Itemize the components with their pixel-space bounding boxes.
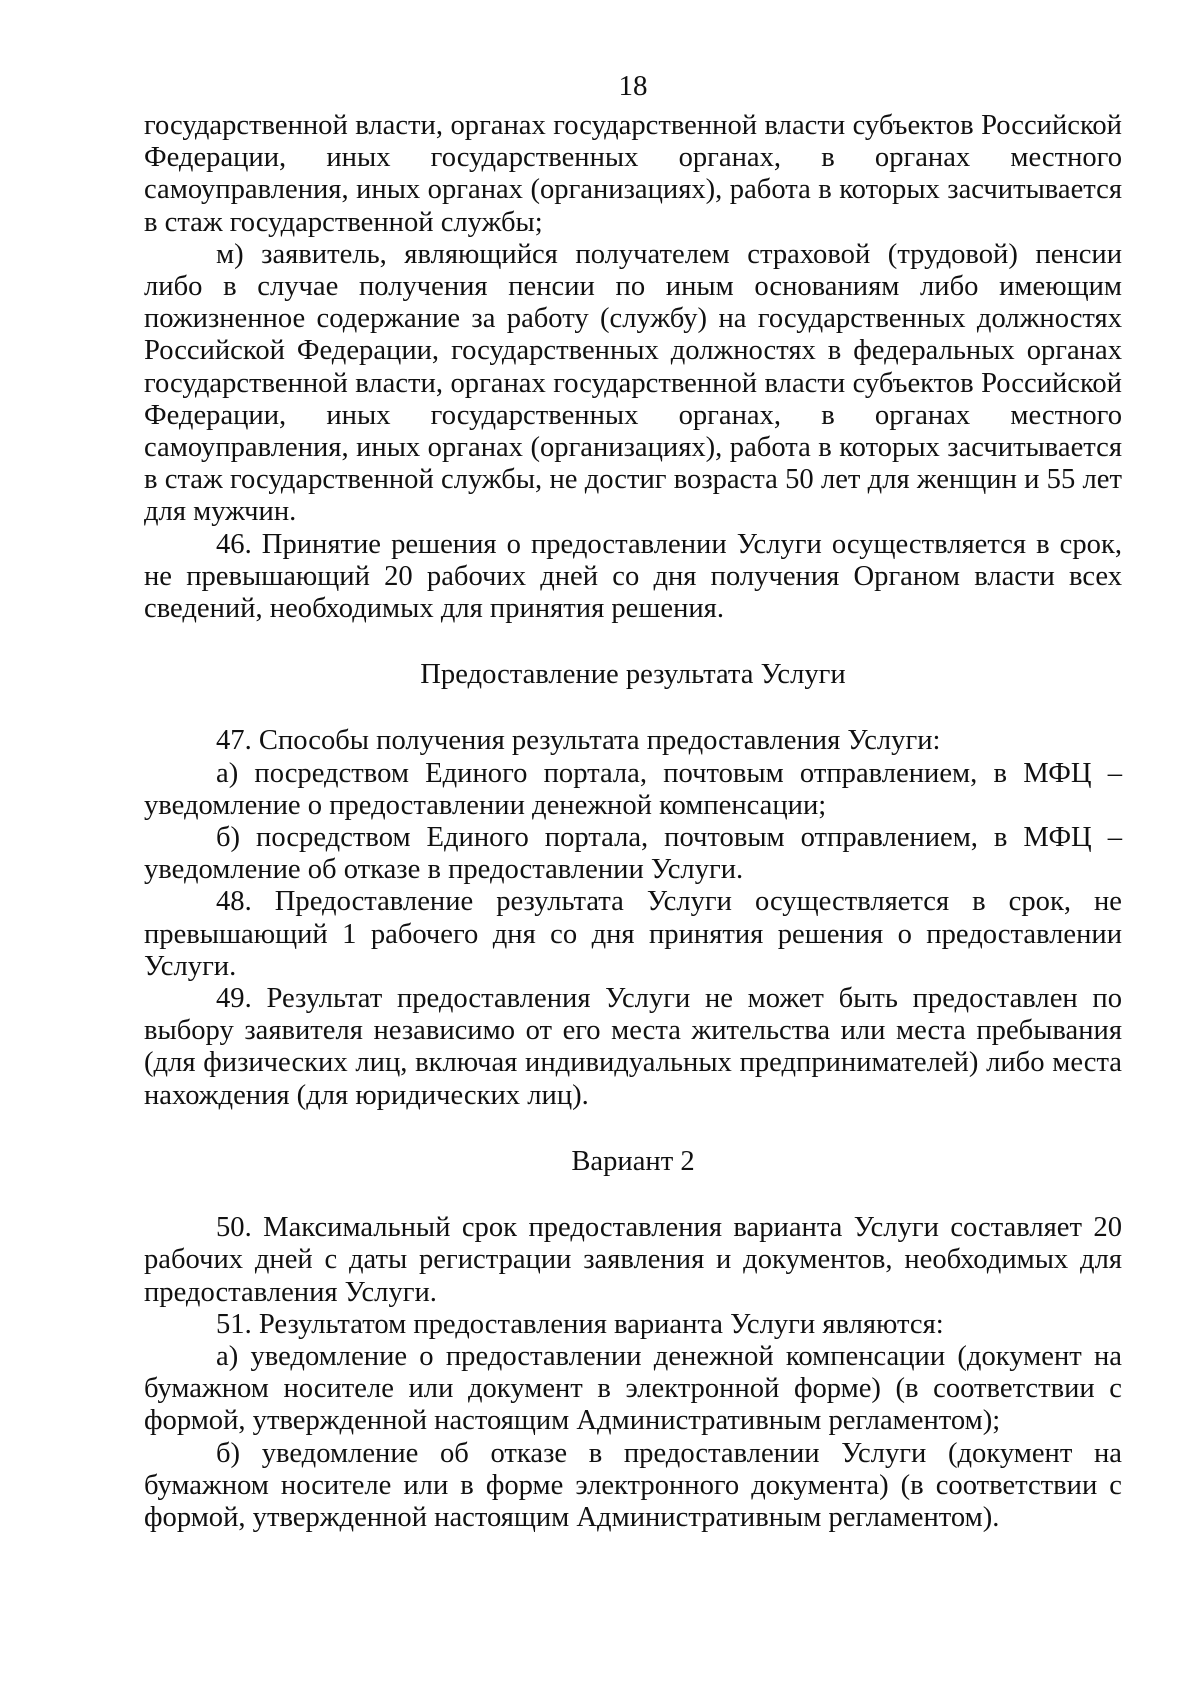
paragraph-49: 49. Результат предоставления Услуги не может быть предоставлен по выбору заявителя независимо от его места жительства или места пребывания (для физических лиц, включая индивидуальных предпринимателей) либо места нахождения (для юридических лиц). [144,983,1122,1111]
section-heading-result: Предоставление результата Услуги [420,659,846,691]
paragraph-51-b: б) уведомление об отказе в предоставлении Услуги (документ на бумажном носителе или в форме электронного документа) (в соответствии с формой, утвержденной настоящим Административным регламентом). [144,1437,1122,1533]
paragraph-continuation: государственной власти, органах государственной власти субъектов Российской Федерации, иных государственных органах, в органах местного самоуправления, иных органах (организациях), работа в которых засчитывается в стаж государственной службы; [144,110,1122,238]
paragraph-48: 48. Предоставление результата Услуги осуществляется в срок, не превышающий 1 рабочего дня со дня принятия решения о предоставлении Услуги. [144,886,1122,982]
paragraph-47-a: а) посредством Единого портала, почтовым отправлением, в МФЦ – уведомление о предоставлении денежной компенсации; [144,757,1122,821]
paragraph-51-a: а) уведомление о предоставлении денежной компенсации (документ на бумажном носителе или документ в электронной форме) (в соответствии с формой, утвержденной настоящим Административным регламентом); [144,1340,1122,1437]
paragraph-46: 46. Принятие решения о предоставлении Услуги осуществляется в срок, не превышающий 20 рабочих дней со дня получения Органом власти всех сведений, необходимых для принятия решения. [144,528,1122,625]
paragraph-51: 51. Результатом предоставления варианта Услуги являются: [216,1308,944,1340]
paragraph-item-m: м) заявитель, являющийся получателем страховой (трудовой) пенсии либо в случае получения пенсии по иным основаниям либо имеющим пожизненное содержание за работу (службу) на государственных должностях Российской Федерации, государственных должностях в федеральных органах государственной власти, органах государственной власти субъектов Российской Федерации, иных государственных органах, в органах местного самоуправления, иных органах (организациях), работа в которых засчитывается в стаж государственной службы, не достиг возраста 50 лет для женщин и 55 лет для мужчин. [144,238,1122,528]
document-page [144,66,1122,1534]
paragraph-50: 50. Максимальный срок предоставления варианта Услуги составляет 20 рабочих дней с даты регистрации заявления и документов, необходимых для предоставления Услуги. [144,1212,1122,1308]
paragraph-47: 47. Способы получения результата предоставления Услуги: [216,725,941,757]
paragraph-47-b: б) посредством Единого портала, почтовым отправлением, в МФЦ – уведомление об отказе в предоставлении Услуги. [144,822,1122,886]
section-heading-variant: Вариант 2 [571,1145,695,1177]
page-number: 18 [618,70,648,102]
